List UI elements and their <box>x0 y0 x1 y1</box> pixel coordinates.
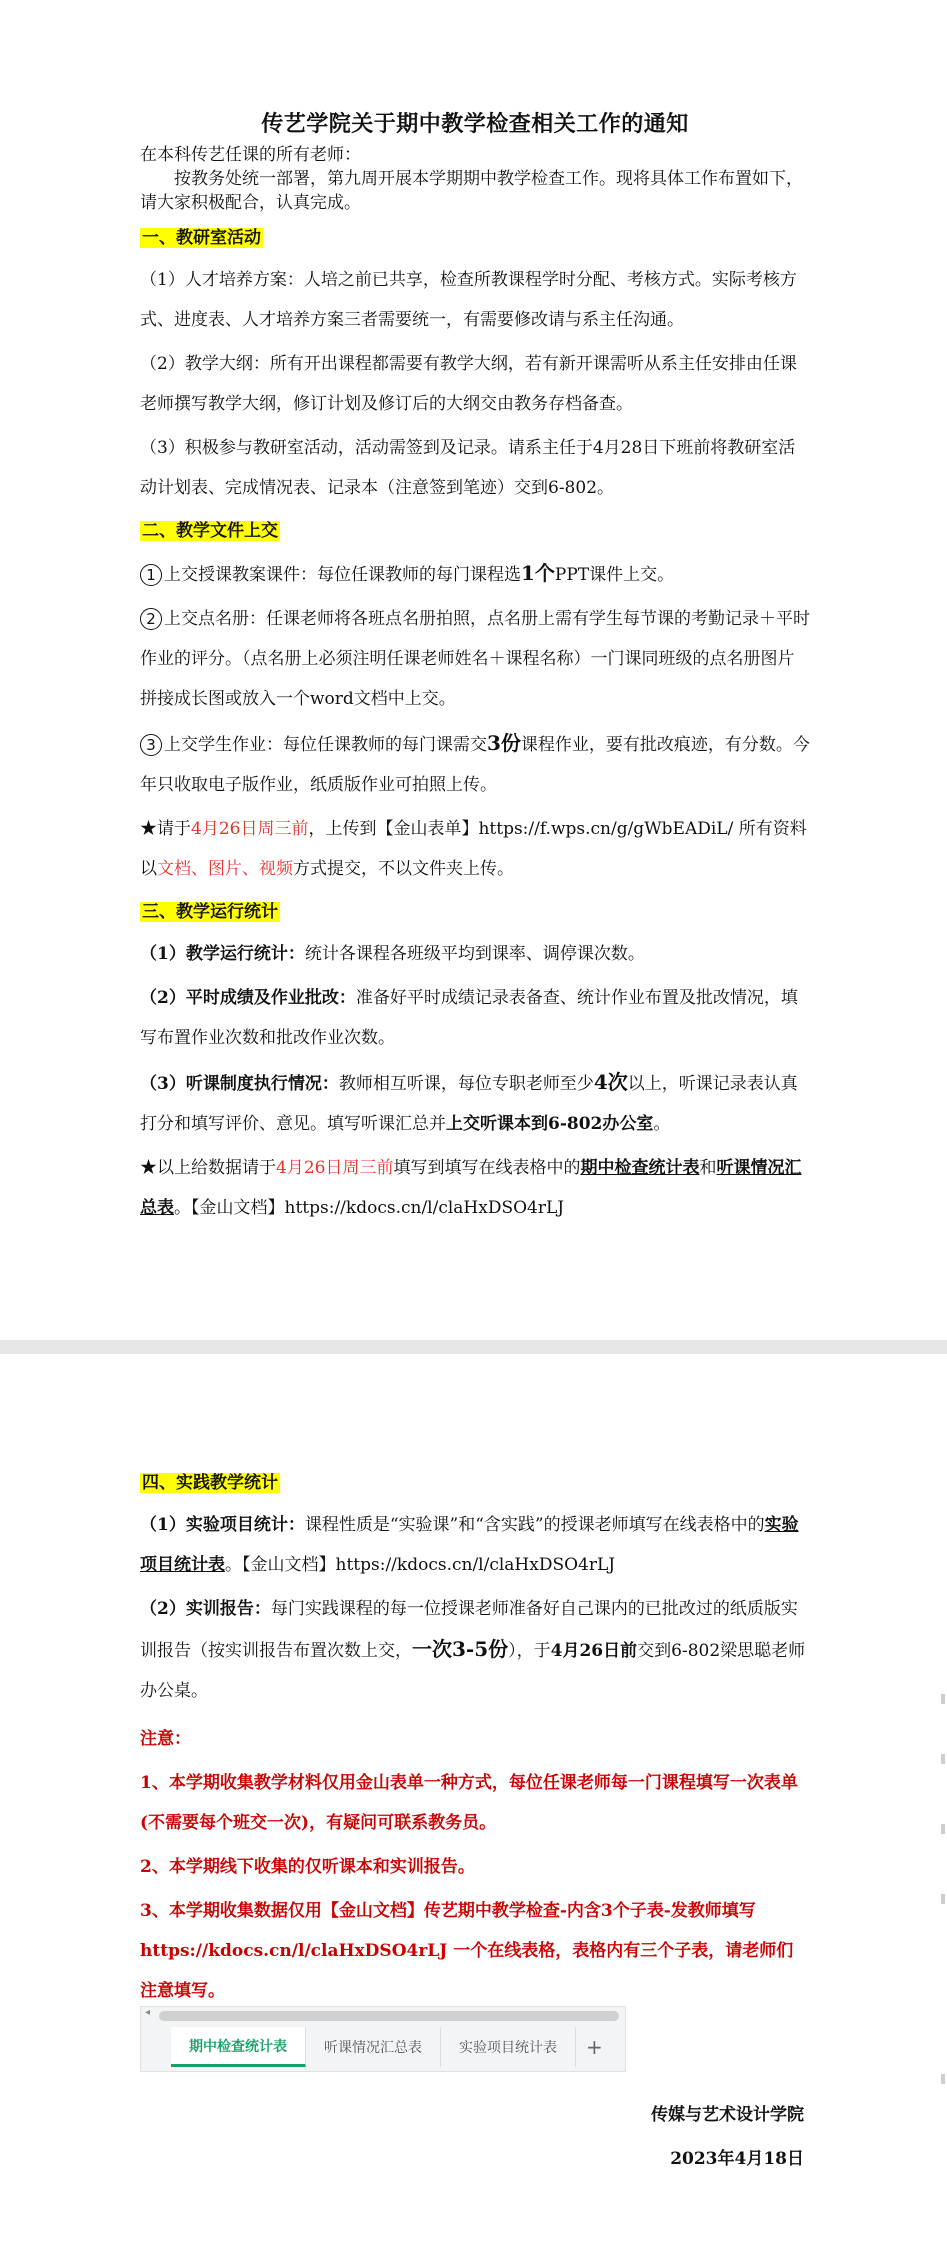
s2-i3-emph: 3份 <box>487 730 521 755</box>
sheet-tabs-screenshot <box>140 2006 626 2072</box>
page2-content <box>140 1464 810 2011</box>
circled-number: 3 <box>140 734 162 756</box>
s3-p1-text: 统计各课程各班级平均到课率、调停课次数。 <box>304 944 645 965</box>
star-a: ★请于 <box>140 818 191 839</box>
s3-star-note <box>140 1148 810 1228</box>
s1-p3: （3）积极参与教研室活动，活动需签到及记录。请系主任于4月28日下班前将教研室活动计划表、完成情况表、记录本（注意签到笔迹）交到6-802。 <box>140 437 796 498</box>
edge-mark <box>941 2074 945 2084</box>
s3-p1-label: （1）教学运行统计： <box>140 944 305 965</box>
tab-midterm-stats: 期中检查统计表 <box>171 2027 306 2067</box>
s4-p1 <box>140 1505 810 1585</box>
s4-p2 <box>140 1589 810 1711</box>
circled-number: 1 <box>140 564 162 586</box>
s4-p2-date: 4月26日前 <box>550 1641 638 1662</box>
s4-p1-a: 课程性质是“实验课”和“含实践”的授课老师填写在线表格中的 <box>304 1515 765 1536</box>
s2-i1-text: 上交授课教案课件：每位任课教师的每门课程选 <box>164 564 521 585</box>
s4-p1-c: 。【金山文档】https://kdocs.cn/l/clаHxDSO4rLJ <box>225 1555 616 1576</box>
edge-mark <box>941 1754 945 1764</box>
s1-p1: （1）人才培养方案：人培之前已共享，检查所教课程学时分配、考核方式。实际考核方式、进度表、人才培养方案三者需要统一，有需要修改请与系主任沟通。 <box>140 269 797 330</box>
page-separator <box>0 1340 947 1354</box>
note-2: 2、本学期线下收集的仅听课本和实训报告。 <box>140 1857 475 1878</box>
s3-star-e: 和 <box>699 1158 717 1179</box>
circled-number: 2 <box>140 608 162 630</box>
add-sheet-icon: + <box>586 2035 603 2059</box>
s2-i3-tail: 课程作业，要有批改痕迹，有分数。今年只收取电子版作业，纸质版作业可拍照上传。 <box>140 734 810 795</box>
edge-mark <box>941 1894 945 1904</box>
s3-p3-e: 。 <box>653 1114 671 1135</box>
edge-mark <box>941 1694 945 1704</box>
s2-i1-emph: 1个 <box>521 560 555 585</box>
note-3: 3、本学期收集数据仅用【金山文档】传艺期中教学检查-内含3个子表-发教师填写https://kdocs.cn/l/clаHxDSO4rLJ 一个在线表格，表格内有三个子表，请老师们注意填写。 <box>140 1901 794 2002</box>
s4-p1-table: 实验项目统计表 <box>140 1515 799 1576</box>
sheet-tabs <box>171 2027 613 2067</box>
s4-p2-label: （2）实训报告： <box>140 1599 271 1620</box>
s1-p2: （2）教学大纲：所有开出课程都需要有教学大纲，若有新开课需听从系主任安排由任课老师撰写教学大纲，修订计划及修订后的大纲交由教务存档备查。 <box>140 353 797 414</box>
s2-i3-text: 上交学生作业：每位任课教师的每门课需交 <box>164 734 487 755</box>
s2-star-note <box>140 809 810 889</box>
s3-p3-a: 教师相互听课，每位专职老师至少 <box>338 1074 594 1095</box>
s2-i2-text: 上交点名册：任课老师将各班点名册拍照，点名册上需有学生每节课的考勤记录＋平时作业的评分。（点名册上必须注明任课老师姓名＋课程名称）一门课同班级的点名册图片拼接成长图或放入一个word文档中上交。 <box>140 608 810 709</box>
tab-lab-project-stats: 实验项目统计表 <box>441 2027 576 2067</box>
greeting: 在本科传艺任课的所有老师： <box>140 144 361 165</box>
s3-star-table1: 期中检查统计表 <box>580 1158 700 1179</box>
s4-p2-c: ），于 <box>508 1641 551 1662</box>
notice-title: 传艺学院关于期中教学检查相关工作的通知 <box>261 111 689 137</box>
s3-p2-label: （2）平时成绩及作业批改： <box>140 988 356 1009</box>
section-4-heading: 四、实践教学统计 <box>142 1473 278 1493</box>
section-3-heading: 三、教学运行统计 <box>142 901 278 922</box>
s3-p3-emph: 4次 <box>593 1070 628 1095</box>
s3-star-table2: 听课情况汇总表 <box>140 1158 802 1219</box>
edge-mark <box>941 1824 945 1834</box>
section-2-heading: 二、教学文件上交 <box>142 520 278 541</box>
s4-p2-a: 每门实践课程的每一位授课老师准备好自己课内的已批改过的纸质版实训报告（按实训报告布置次数上交， <box>140 1599 798 1662</box>
s3-star-c: 填写到填写在线表格中的 <box>393 1158 581 1179</box>
document-page-2 <box>0 1354 947 2255</box>
s2-item-3 <box>140 723 810 805</box>
s3-p3 <box>140 1062 810 1144</box>
s2-i1-tail: PPT课件上交。 <box>554 564 675 585</box>
star-deadline: 4月26日周三前 <box>191 818 309 839</box>
s3-p1 <box>140 934 810 974</box>
s4-p2-emph: 一次3-5份 <box>412 1637 509 1662</box>
s3-star-g: 。【金山文档】https://kdocs.cn/l/clаHxDSO4rLJ <box>174 1198 565 1219</box>
s3-star-deadline: 4月26日周三前 <box>276 1158 394 1179</box>
s2-item-1 <box>140 553 810 595</box>
notes-heading: 注意： <box>140 1729 191 1750</box>
s4-p1-label: （1）实验项目统计： <box>140 1515 305 1536</box>
page1-content <box>140 110 810 1228</box>
s3-p3-c: 以上，听课记录表认真打分和填写评价、意见。填写听课汇总并 <box>140 1074 798 1135</box>
note-1: 1、本学期收集教学材料仅用金山表单一种方式，每位任课老师每一门课程填写一次表单(不需要每个班交一次)，有疑问可联系教务员。 <box>140 1773 798 1834</box>
star-formats: 文档、图片、视频 <box>157 858 293 879</box>
intro: 按教务处统一部署，第九周开展本学期期中教学检查工作。现将具体工作布置如下，请大家积极配合，认真完成。 <box>140 168 803 213</box>
tab-lecture-summary: 听课情况汇总表 <box>306 2027 441 2067</box>
s4-p2-e: 交到6-802梁思聪老师办公桌。 <box>140 1641 806 1702</box>
s3-p3-label: （3）听课制度执行情况： <box>140 1074 339 1095</box>
horizontal-scrollbar <box>159 2011 619 2021</box>
signature-date: 2023年4月18日 <box>670 2149 804 2169</box>
s3-p3-d: 上交听课本到6-802办公室 <box>446 1114 654 1135</box>
s3-p2-text: 准备好平时成绩记录表备查、统计作业布置及批改情况，填写布置作业次数和批改作业次数。 <box>140 988 798 1049</box>
s3-star-a: ★以上给数据请于 <box>140 1158 276 1179</box>
s3-p2 <box>140 978 810 1058</box>
star-c: ，上传到【金山表单】https://f.wps.cn/g/gWbEADiL/ 所有资料以 <box>140 818 807 879</box>
star-e: 方式提交，不以文件夹上传。 <box>293 858 514 879</box>
s2-item-2 <box>140 599 810 719</box>
section-1-heading: 一、教研室活动 <box>142 227 261 248</box>
scroll-left-icon: ◂ <box>145 2007 151 2018</box>
signature-org: 传媒与艺术设计学院 <box>651 2105 804 2125</box>
